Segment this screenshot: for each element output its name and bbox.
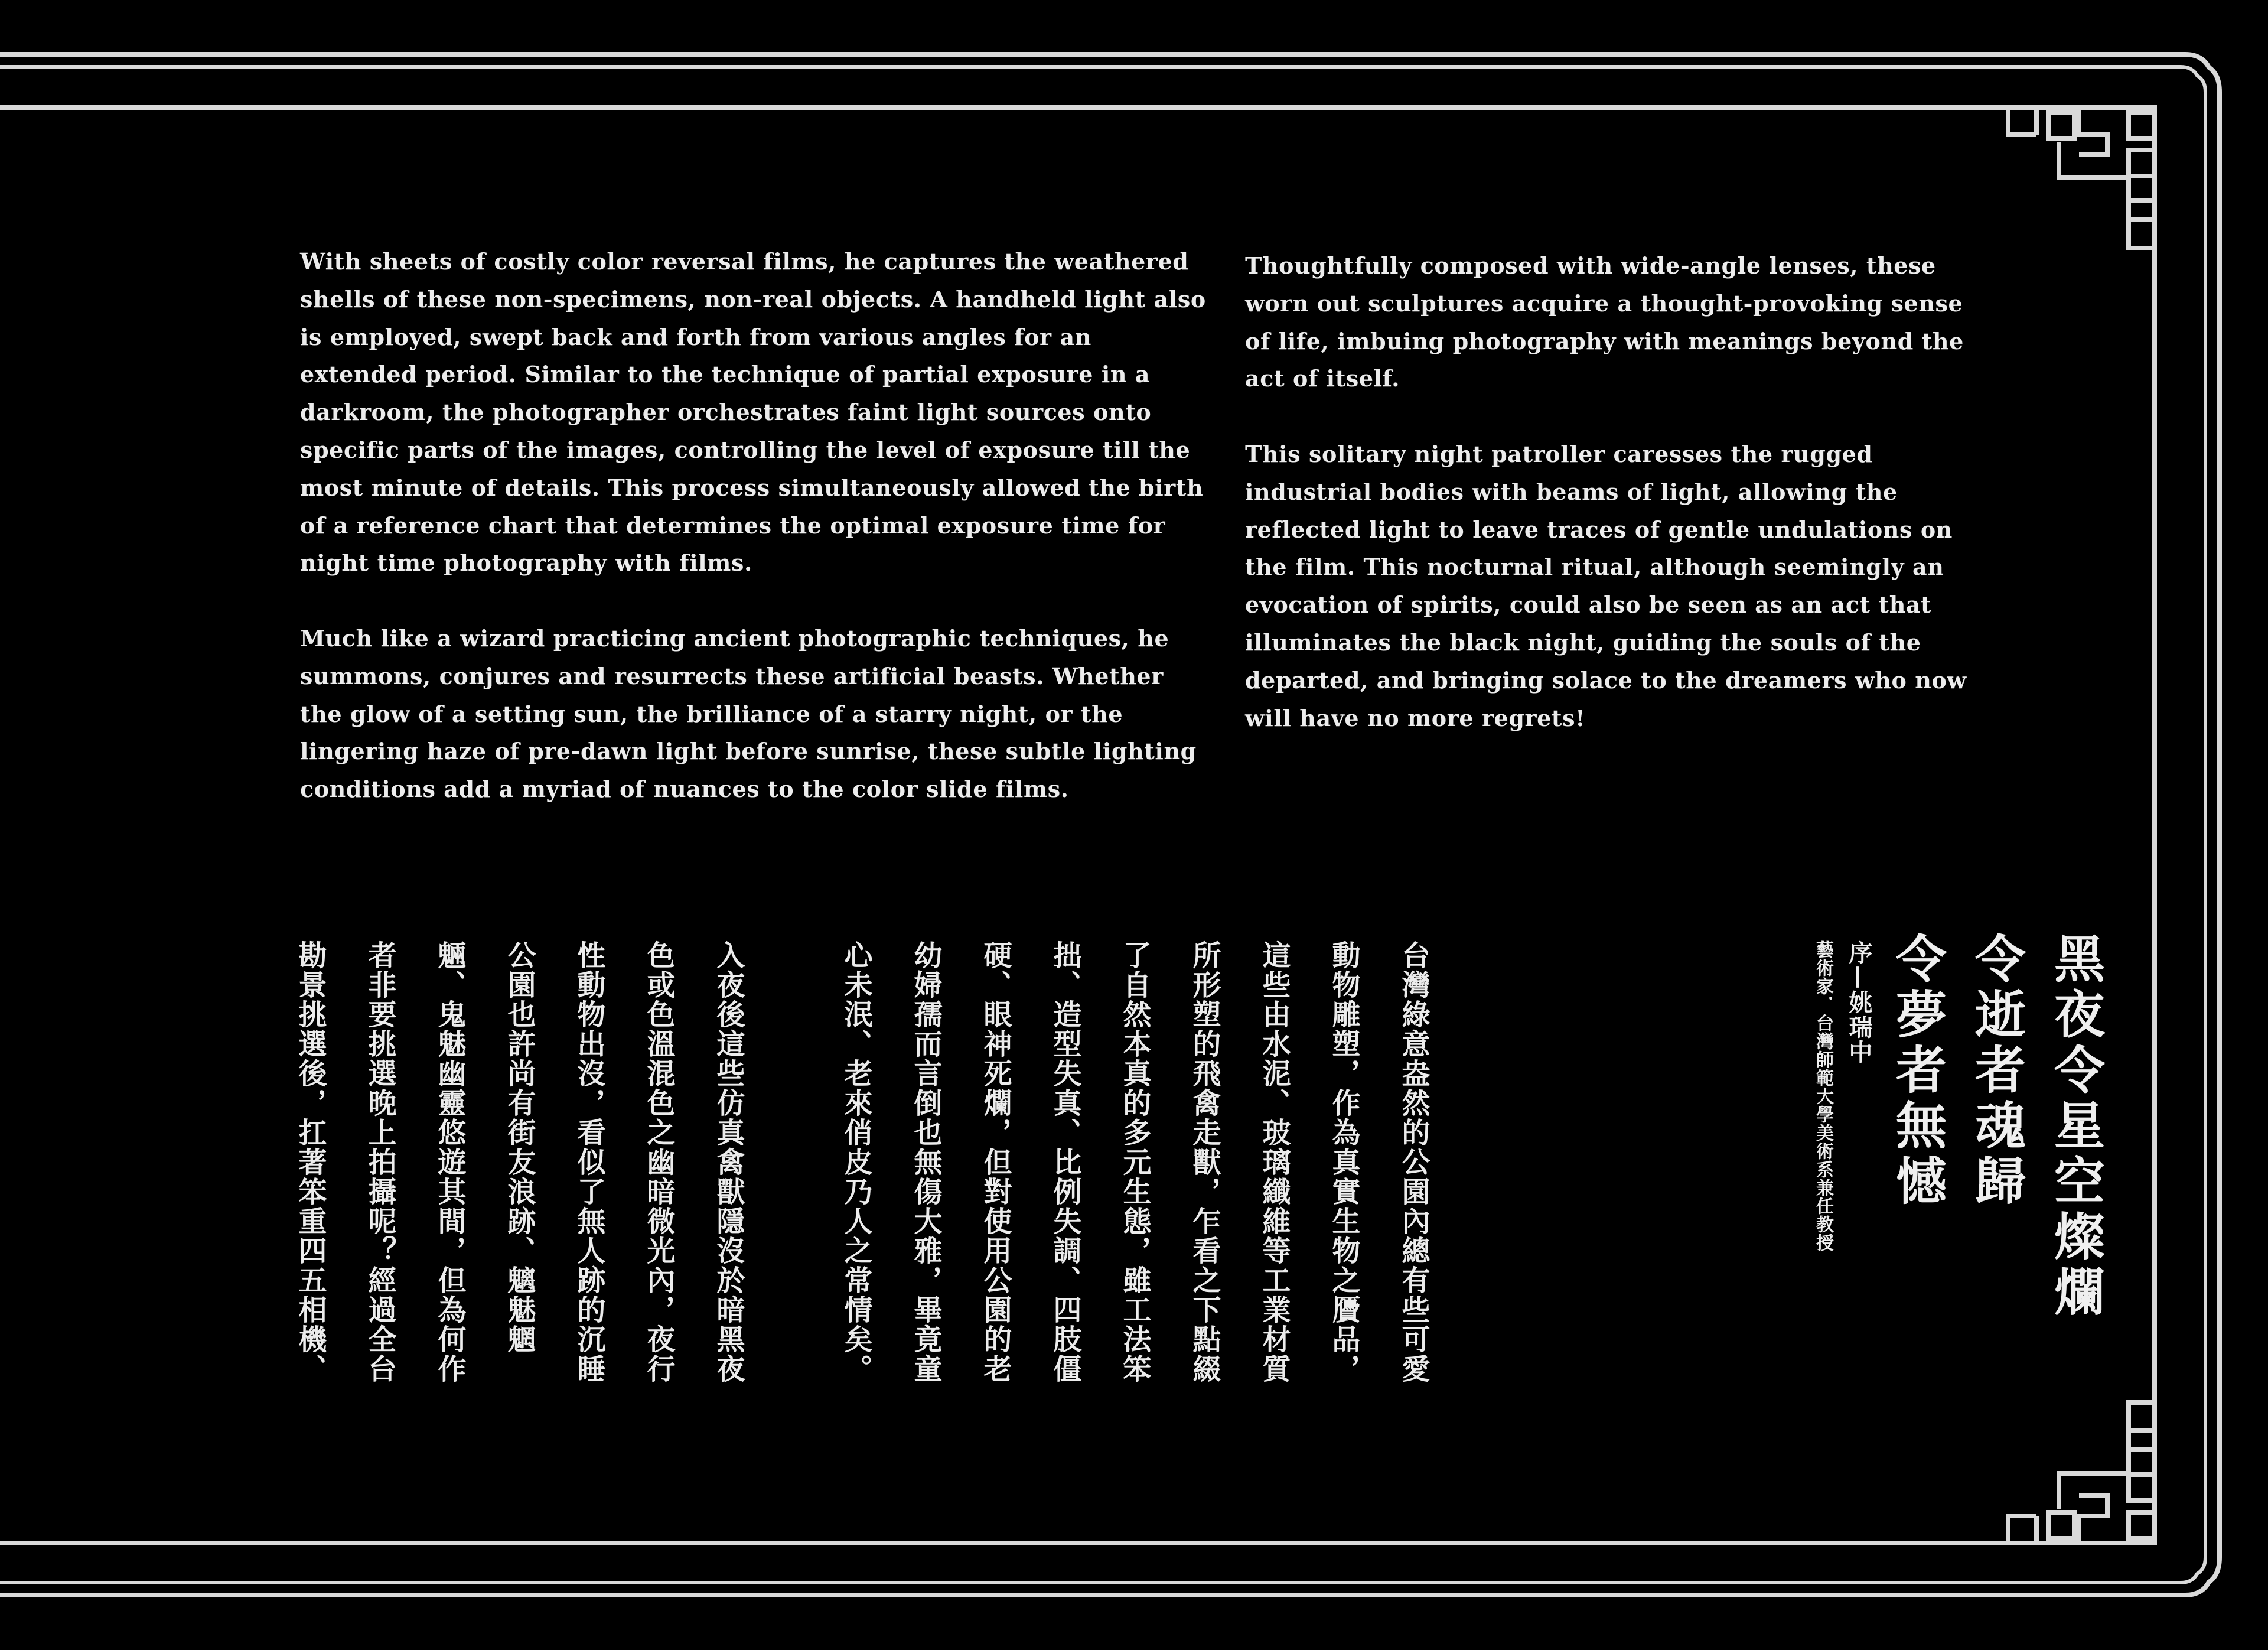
- english-text-right-column: [1245, 247, 1995, 737]
- chinese-text-column: 入夜後這些仿真禽獸隱沒於暗黑夜: [712, 940, 745, 1384]
- chinese-text-column: 這些由水泥、玻璃纖維等工業材質: [1257, 940, 1291, 1384]
- chinese-text-column: 拙、造型失真、比例失調、四肢僵: [1048, 940, 1081, 1384]
- chinese-text-column: 心未泯、老來俏皮乃人之常情矣。: [839, 940, 872, 1384]
- chinese-text-column: 魎、鬼魅幽靈悠遊其間，但為何作: [433, 940, 466, 1384]
- chinese-text-column: 了自然本真的多元生態，雖工法笨: [1118, 940, 1151, 1384]
- paragraph-gap: [300, 582, 1210, 620]
- chinese-text-column: 硬、眼神死爛，但對使用公園的老: [979, 940, 1012, 1384]
- chinese-body-right-block: [839, 940, 1448, 1389]
- english-paragraph: Thoughtfully composed with wide-angle lenses, these worn out sculptures acquire a thought-provoking sense of life, imbuing photography with meanings beyond the act of itself.: [1245, 252, 1964, 392]
- chinese-title-line: 令逝者魂歸: [1966, 932, 2026, 1210]
- english-paragraph: With sheets of costly color reversal films, he captures the weathered shells of these non-specimens, non-real objects. A handheld light also is employed, swept back and forth from various angles for an extended period. Similar to the technique of partial exposure in a darkroom, the photographer orchestrates faint light sources onto specific parts of the images, controlling the level of exposure till the most minute of details. This process simultaneously allowed the birth of a reference chart that determines the optimal exposure time for night time photography with films.: [300, 248, 1206, 577]
- chinese-title-line: 黑夜令星空燦爛: [2045, 932, 2105, 1321]
- chinese-text-column: 勘景挑選後，扛著笨重四五相機、: [294, 940, 327, 1384]
- chinese-title-block: [1805, 932, 2114, 1381]
- chinese-body-left-block: [296, 940, 763, 1389]
- chinese-affiliation: 藝術家．台灣師範大學美術系兼任教授: [1813, 940, 1833, 1252]
- chinese-text-column: 者非要挑選晚上拍攝呢？經過全台: [363, 940, 396, 1384]
- chinese-text-column: 所形塑的飛禽走獸，乍看之下點綴: [1188, 940, 1221, 1384]
- english-text-left-column: [300, 243, 1210, 808]
- chinese-author: 序—姚瑞中: [1845, 940, 1873, 1065]
- chinese-text-column: 動物雕塑，作為真實生物之贗品，: [1327, 940, 1360, 1384]
- chinese-title-line: 令夢者無憾: [1887, 932, 1947, 1210]
- fret-ornament-top-right-icon: [2008, 108, 2155, 248]
- chinese-text-column: 台灣綠意盎然的公園內總有些可愛: [1397, 940, 1430, 1384]
- chinese-text-column: 幼婦孺而言倒也無傷大雅，畢竟童: [909, 940, 942, 1384]
- chinese-text-column: 色或色溫混色之幽暗微光內，夜行: [642, 940, 675, 1384]
- chinese-text-column: 性動物出沒，看似了無人跡的沉睡: [572, 940, 605, 1384]
- english-paragraph: This solitary night patroller caresses the rugged industrial bodies with beams of light, allowing the reflected light to leave traces of gentle undulations on the film. This nocturnal ritual, although seemingly an evocation of spirits, could also be seen as an act that illuminates the black night, guiding the souls of the departed, and bringing solace to the dreamers who now will have no more regrets!: [1245, 440, 1967, 731]
- chinese-text-column: 公園也許尚有街友浪跡、魑魅魍: [503, 940, 536, 1354]
- paragraph-gap: [1245, 398, 1995, 435]
- english-paragraph: Much like a wizard practicing ancient photographic techniques, he summons, conjures and resurrects these artificial beasts. Whether the glow of a setting sun, the brilliance of a starry night, or the lingering haze of pre-dawn light before sunrise, these subtle lighting conditions add a myriad of nuances to the color slide films.: [300, 624, 1197, 803]
- fret-ornament-bottom-right-icon: [2008, 1402, 2155, 1543]
